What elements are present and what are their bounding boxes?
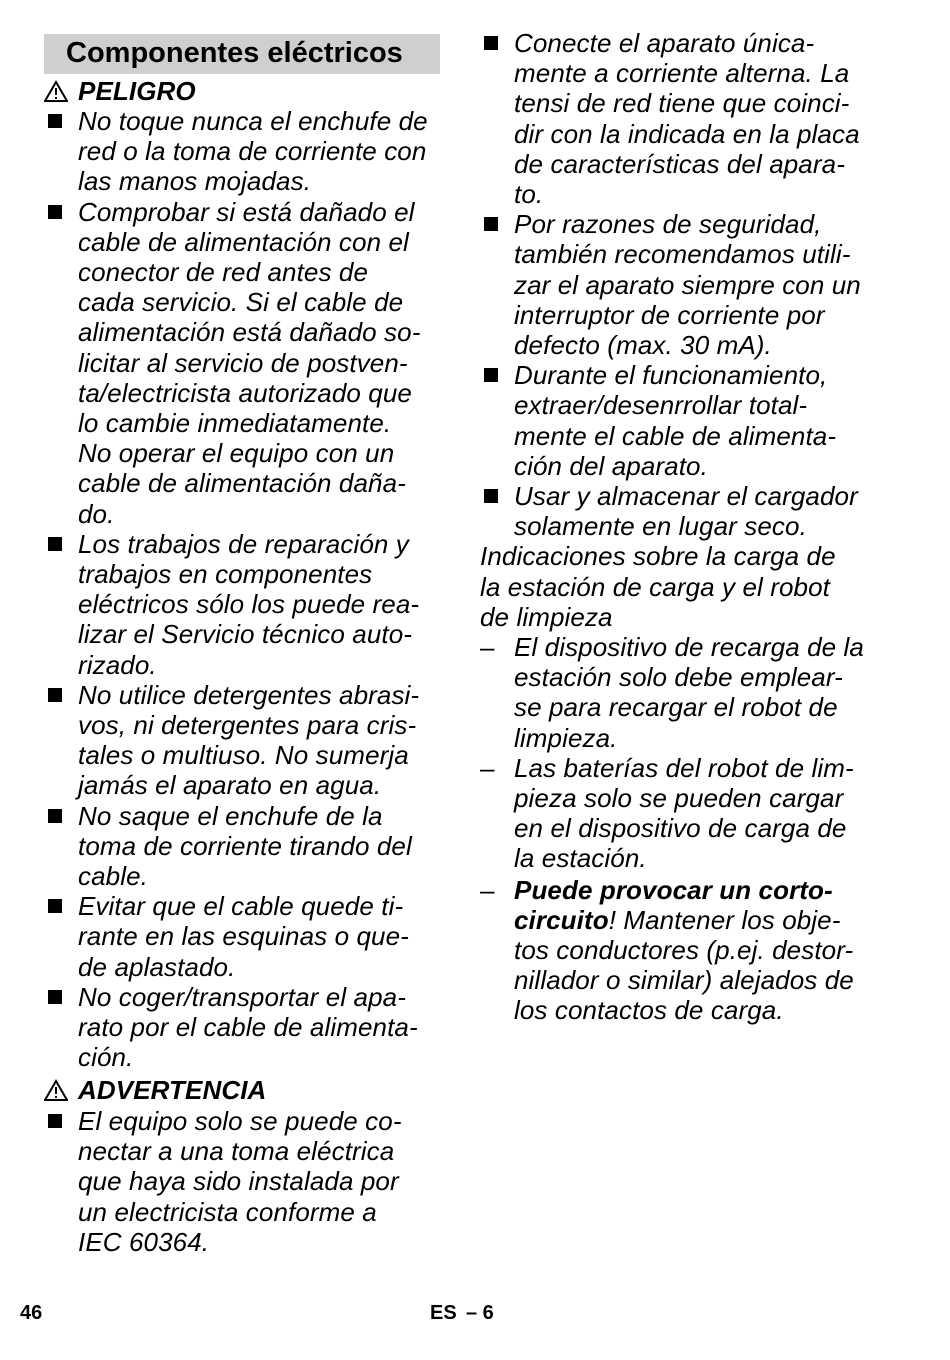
text-line: lizar el Servicio técnico auto-: [78, 619, 413, 650]
text-line: interruptor de corriente por: [514, 299, 825, 330]
bullet-marker: [48, 537, 62, 551]
text-line: ta/electricista autorizado que: [78, 377, 412, 408]
text-line: No operar el equipo con un: [78, 438, 395, 469]
bullet-marker: [48, 114, 62, 128]
text-line: No coger/transportar el apa-: [78, 981, 406, 1012]
text-line: de aplastado.: [78, 951, 236, 982]
dash-marker: –: [480, 875, 495, 905]
bullet-marker: [48, 809, 62, 823]
text-line: en el dispositivo de carga de: [514, 813, 847, 844]
intro-line: la estación de carga y el robot: [480, 571, 830, 602]
text-line: nillador o similar) alejados de: [514, 965, 854, 996]
dash-marker: –: [480, 632, 495, 662]
page-number: 46: [20, 1302, 43, 1324]
text-line: extraer/desenrrollar total-: [514, 390, 808, 421]
text-line: tales o multiuso. No sumerja: [78, 740, 409, 771]
text-line: red o la toma de corriente con: [78, 136, 427, 167]
bullet-marker: [484, 489, 498, 503]
footer-section: ES: [430, 1302, 457, 1324]
text-line: do.: [78, 498, 115, 529]
text-line: No toque nunca el enchufe de: [78, 106, 428, 136]
text-line: cable de alimentación con el: [78, 226, 409, 257]
text-line: El dispositivo de recarga de la: [514, 632, 864, 662]
short-circuit-text: [514, 905, 841, 935]
text-line: de características del apara-: [514, 148, 845, 179]
text-line: Por razones de seguridad,: [514, 209, 822, 240]
text-line: ción.: [78, 1042, 134, 1073]
text-line: Conecte el aparato única-: [514, 28, 815, 58]
text-line: vos, ni detergentes para cris-: [78, 710, 417, 740]
text-line: cable.: [78, 861, 148, 891]
short-circuit-warning: Puede provocar un corto-: [514, 875, 833, 905]
text-line: solamente en lugar seco.: [514, 511, 807, 542]
text-line: mente el cable de alimenta-: [514, 420, 837, 451]
text-line: toma de corriente tirando del: [78, 830, 412, 861]
text-line: El equipo solo se puede co-: [78, 1106, 402, 1136]
text-line: las manos mojadas.: [78, 166, 312, 197]
section-heading: Componentes eléctricos: [66, 37, 403, 69]
text-line: cable de alimentación daña-: [78, 468, 406, 499]
short-circuit-bold: circuito: [514, 905, 609, 935]
text-line: tensi de red tiene que coinci-: [514, 88, 850, 119]
text-line: rato por el cable de alimenta-: [78, 1012, 418, 1042]
text-line: jamás el aparato en agua.: [78, 770, 382, 801]
intro-line: Indicaciones sobre la carga de: [480, 541, 836, 572]
text-line: limpieza.: [514, 722, 618, 753]
text-line: se para recargar el robot de: [514, 692, 838, 723]
text-line: ción del aparato.: [514, 450, 708, 481]
bullet-marker: [48, 899, 62, 913]
text-line: pieza solo se pueden cargar: [514, 783, 844, 813]
bullet-marker: [48, 205, 62, 219]
text-line: también recomendamos utili-: [514, 239, 851, 270]
warning-triangle-icon: [44, 80, 68, 104]
bullet-marker: [48, 688, 62, 702]
text-line: Durante el funcionamiento,: [514, 360, 828, 391]
text-line: lo cambie inmediatamente.: [78, 408, 392, 438]
text-line: un electricista conforme a: [78, 1196, 377, 1227]
bullet-marker: [48, 1114, 62, 1128]
danger-label: PELIGRO: [78, 76, 196, 106]
warning-label: ADVERTENCIA: [78, 1075, 267, 1105]
warning-triangle-icon: [44, 1079, 68, 1103]
text-line: eléctricos sólo los puede rea-: [78, 589, 420, 620]
text-line: Evitar que el cable quede ti-: [78, 891, 404, 922]
bullet-marker: [484, 368, 498, 382]
text-line: estación solo debe emplear-: [514, 662, 843, 693]
text-line: No utilice detergentes abrasi-: [78, 679, 420, 710]
text-line: No saque el enchufe de la: [78, 800, 383, 831]
text-line: los contactos de carga.: [514, 995, 784, 1026]
short-circuit-rest: ! Mantener los obje-: [608, 905, 841, 935]
text-line: tos conductores (p.ej. destor-: [514, 935, 854, 965]
text-line: rizado.: [78, 649, 157, 680]
text-line: defecto (max. 30 mA).: [514, 330, 772, 360]
text-line: dir con la indicada en la placa: [514, 118, 860, 149]
bullet-marker: [484, 217, 498, 231]
text-line: IEC 60364.: [78, 1226, 210, 1257]
text-line: licitar al servicio de postven-: [78, 347, 408, 378]
text-line: to.: [514, 179, 544, 209]
text-line: que haya sido instalada por: [78, 1166, 399, 1197]
text-line: alimentación está dañado so-: [78, 317, 421, 348]
bullet-marker: [48, 990, 62, 1004]
footer-section-page: – 6: [466, 1302, 494, 1324]
text-line: conector de red antes de: [78, 257, 369, 287]
text-line: nectar a una toma eléctrica: [78, 1136, 395, 1167]
intro-line: de limpieza: [480, 601, 613, 632]
text-line: trabajos en componentes: [78, 559, 373, 589]
text-line: Los trabajos de reparación y: [78, 528, 409, 559]
text-line: Comprobar si está dañado el: [78, 196, 415, 227]
dash-marker: –: [480, 752, 495, 783]
text-line: zar el aparato siempre con un: [514, 269, 861, 300]
text-line: rante en las esquinas o que-: [78, 921, 409, 952]
text-line: la estación.: [514, 843, 647, 874]
text-line: mente a corriente alterna. La: [514, 58, 850, 89]
text-line: Usar y almacenar el cargador: [514, 481, 858, 511]
text-line: Las baterías del robot de lim-: [514, 752, 854, 783]
bullet-marker: [484, 36, 498, 50]
text-line: cada servicio. Si el cable de: [78, 287, 404, 318]
